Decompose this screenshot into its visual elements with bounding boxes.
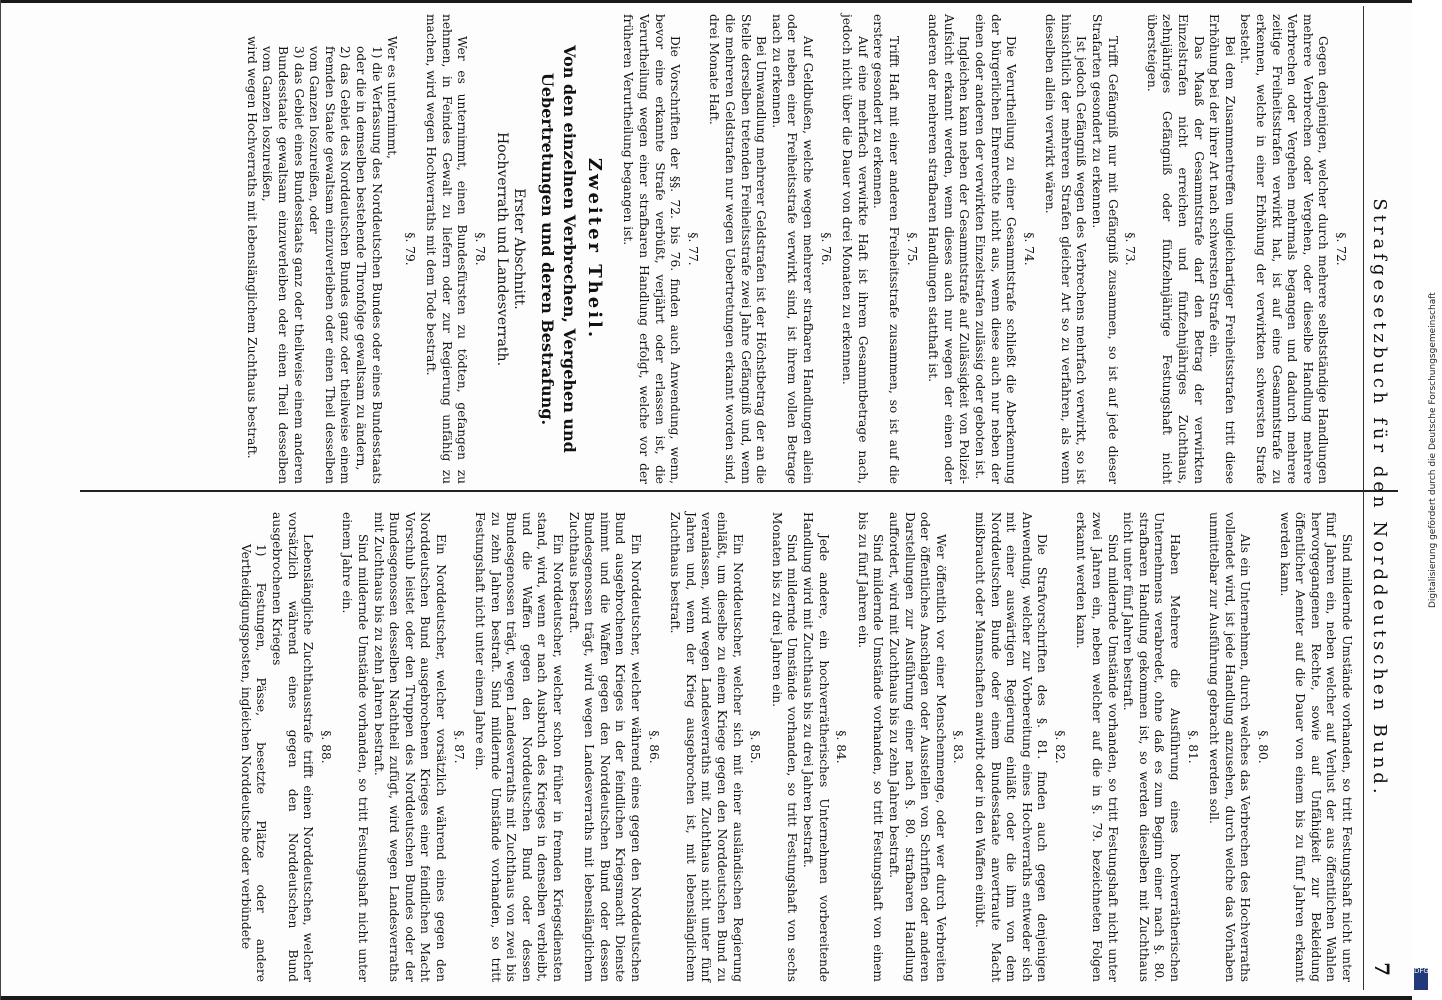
paragraph: Jede andere, ein hochverrätherisches Unternehmen vorbereitende Handlung wird mit Zuchthaus bis zu drei Jahren bestraft.: [801, 512, 831, 982]
section-heading: §. 76.: [818, 232, 833, 266]
paragraph: Trifft Haft mit einer anderen Freiheitsstrafe zusammen, so ist auf die erstere gesondert zu erkennen.: [871, 14, 901, 484]
paragraph: wird wegen Hochverraths mit lebenslänglichem Zuchthaus bestraft.: [244, 36, 259, 459]
section-heading: §. 77.: [685, 232, 700, 266]
paragraph: Gegen denjenigen, welcher durch mehrere selbstständige Handlungen mehrere Verbrechen oder Vergehen, oder dieselbe Handlung mehrere Verbrechen oder Vergehen mehrmals begangen und dadurch mehrere zeitige Freiheitsstrafen verwirkt hat, ist auf eine Gesammtstrafe zu erkennen, welche in einer Erhöhung der verwirkten schwersten Strafe besteht.: [1238, 14, 1331, 484]
paragraph: Wer es unternimmt, einen Bundesfürsten zu tödten, gefangen zu nehmen, in Feindes Gewalt zu liefern oder zur Regierung unfähig zu machen, wird wegen Hochverraths mit dem Tode bestraft.: [424, 14, 470, 484]
left-column: [54, 14, 1354, 484]
paragraph: Bei dem Zusammentreffen ungleichartiger Freiheitsstrafen tritt diese Erhöhung bei der ihrer Art nach schwersten Strafe ein.: [1207, 14, 1237, 484]
paragraph: Die Verurtheilung zu einer Gesammtstrafe schließt die Aberkennung der bürgerlichen Ehrenrechte nicht aus, wenn diese auch nur neben der einen oder anderen der verwirkten Einzelstrafen zulässig oder geboten ist.: [972, 14, 1019, 484]
section-heading: §. 75.: [904, 232, 919, 266]
section-heading: §. 88.: [318, 730, 333, 764]
digitization-margin: [1412, 0, 1438, 1000]
paragraph: Ein Norddeutscher, welcher während eines gegen den Norddeutschen Bund ausgebrochenen Krieges in der feindlichen Kriegsmacht Dienste nimmt und die Waffen gegen den Norddeutschen Bund oder dessen Bundesgenossen trägt, wird wegen Landesverraths mit lebenslänglichem Zuchthaus bestraft.: [566, 512, 644, 982]
paragraph: Das Maaß der Gesammtstrafe darf den Betrag der verwirkten Einzelstrafen nicht erreichen und fünfzehnjähriges Zuchthaus, zehnjähriges Gefängniß oder fünfzehnjährige Festungshaft nicht übersteigen.: [1144, 14, 1206, 484]
section-heading: §. 82.: [1052, 730, 1067, 764]
paragraph: Sind mildernde Umstände vorhanden, so tritt Festungshaft nicht unter fünf Jahren ein, neben welcher auf Verlust der aus öffentlichen Wahlen hervorgegangenen Rechte, sowie auf Unfähigkeit zur Bekleidung öffentlicher Aemter auf die Dauer von einem bis zu fünf Jahren erkannt werden kann.: [1277, 512, 1354, 982]
paragraph: Sind mildernde Umstände vorhanden, so tritt Festungshaft von einem bis zu fünf Jahren ein.: [855, 512, 886, 982]
paragraph: Wer es unternimmt,: [385, 36, 400, 160]
section-heading: §. 86.: [646, 730, 661, 764]
paragraph: Ein Norddeutscher, welcher schon früher in fremden Kriegsdiensten stand, wird, wenn er nach Ausbruch des Krieges in denselben verbleibt, und die Waffen gegen den Norddeutschen Bund oder dessen Bundesgenossen trägt, wegen Landesverraths mit Zuchthaus von zwei bis zu zehn Jahren bestraft. Sind mildernde Umstände vorhanden, so tritt Festungshaft nicht unter einem Jahre ein.: [473, 512, 566, 982]
paragraph: Die Vorschriften der §§. 72. bis 76. finden auch Anwendung, wenn, bevor eine erkannte Strafe verbüßt, verjährt oder erlassen ist, die Verurtheilung wegen einer strafbaren Handlung erfolgt, welche vor der früheren Verurtheilung begangen ist.: [621, 14, 683, 484]
paragraph: Die Strafvorschriften des §. 81. finden auch gegen denjenigen Anwendung, welcher zur Vorbereitung eines Hochverraths entweder sich mit einer auswärtigen Regierung einläßt oder die ihm von dem Norddeutschen Bunde oder einem Bundesstaate anvertraute Macht mißbraucht oder Mannschaften anwirbt oder in den Waffen einübt.: [972, 512, 1050, 982]
section-heading: §. 73.: [1123, 232, 1138, 266]
section-heading: §. 72.: [1334, 232, 1348, 266]
paragraph: Sind mildernde Umstände vorhanden, so tritt Festungshaft von sechs Monaten bis zu drei Jahren ein.: [769, 512, 800, 982]
scan-edge-top: [0, 0, 1412, 3]
paragraph: Auf Geldbußen, welche wegen mehrerer strafbaren Handlungen allein oder neben einer Freiheitsstrafe verwirkt sind, ist ihrem vollen Betrage nach zu erkennen.: [769, 14, 815, 484]
part-subtitle: Von den einzelnen Verbrechen, Vergehen und Uebertretungen und deren Bestrafung.: [538, 45, 580, 453]
paragraph: Sind mildernde Umstände vorhanden, so tritt Festungshaft nicht unter zwei Jahren ein, neben welcher auf die in §. 79. bezeichneten Folgen erkannt werden kann.: [1074, 512, 1120, 982]
paragraph: Haben Mehrere die Ausführung eines hochverrätherischen Unternehmens verabredet, ohne daß es zum Beginn einer nach §. 80. strafbaren Handlung gekommen ist, so werden dieselben mit Zuchthaus nicht unter fünf Jahren bestraft.: [1121, 512, 1183, 982]
section-heading: §. 81.: [1185, 730, 1200, 764]
digitization-credit: Digitalisierung gefördert durch die Deutsche Forschungsgemeinschaft: [1428, 292, 1438, 608]
list-item: 1) die Verfassung des Norddeutschen Bundes oder eines Bundesstaats oder die in demselben bestehende Thronfolge gewaltsam zu ändern,: [353, 46, 384, 484]
paragraph: Wer öffentlich vor einer Menschenmenge, oder wer durch Verbreiten oder öffentliches Anschlagen oder Ausstellen von Schriften oder anderen Darstellungen zur Ausführung einer nach §. 80. strafbaren Handlung auffordert, wird mit Zuchthaus bis zu zehn Jahren bestraft.: [886, 512, 948, 982]
paragraph: Ingleichen kann neben der Gesammtstrafe auf Zulässigkeit von Polizei-Aufsicht erkannt werden, wenn dieses auch nur wegen der einen oder anderen der mehreren strafbaren Handlungen statthaft ist.: [926, 14, 972, 484]
list-item: 3) das Gebiet eines Bundesstaats ganz oder theilweise einem anderen Bundesstaate gewaltsam einzuverleiben oder einen Theil desselben vom Ganzen loszureißen,: [260, 46, 306, 484]
right-column: [54, 512, 1354, 982]
paragraph: Auf eine mehrfach verwirkte Haft ist ihrem Gesammtbetrage nach, jedoch nicht über die Dauer von drei Monaten zu erkennen.: [840, 14, 870, 484]
section-heading: §. 87.: [451, 730, 466, 764]
paragraph: Sind mildernde Umstände vorhanden, so tritt Festungshaft nicht unter einem Jahre ein.: [340, 512, 370, 982]
page-number: 7: [1370, 962, 1394, 976]
paragraph: Ein Norddeutscher, welcher sich mit einer ausländischen Regierung einläßt, um dieselbe zu einem Kriege gegen den Norddeutschen Bund zu veranlassen, wird wegen Landesverraths mit Zuchthaus nicht unter fünf Jahren und, wenn der Krieg ausgebrochen ist, mit lebenslänglichem Zuchthaus bestraft.: [668, 512, 745, 982]
dfg-logo: DFG: [1414, 968, 1428, 990]
chapter-subtitle: Hochverrath und Landesverrath.: [493, 131, 510, 367]
paragraph: Als ein Unternehmen, durch welches das Verbrechen des Hochverraths vollendet wird, ist jede Handlung anzusehen, durch welche das Vorhaben unmittelbar zur Ausführung gebracht werden soll.: [1207, 512, 1253, 982]
section-heading: §. 79.: [402, 232, 417, 266]
running-title: Strafgesetzbuch für den Norddeutschen Bund.: [1369, 198, 1390, 798]
section-heading: §. 78.: [473, 232, 488, 266]
section-heading: §. 83.: [951, 730, 966, 764]
paragraph: Lebenslängliche Zuchthausstrafe trifft einen Norddeutschen, welcher vorsätzlich während eines gegen den Norddeutschen Bund ausgebrochenen Krieges: [270, 512, 316, 982]
paragraph: Trifft Gefängniß nur mit Gefängniß zusammen, so ist auf jede dieser Strafarten gesondert zu erkennen.: [1090, 14, 1120, 484]
list-item: 1) Festungen, Pässe, besetzte Plätze oder andere Vertheidigungsposten, ingleichen Norddeutsche oder verbündete: [238, 544, 269, 982]
section-heading: §. 74.: [1021, 232, 1036, 266]
paragraph: Ein Norddeutscher, welcher vorsätzlich während eines gegen den Norddeutschen Bund ausgebrochenen Krieges einer feindlichen Macht Vorschub leistet oder den Truppen des Norddeutschen Bundes oder der Bundesgenossen desselben Nachtheil zufügt, wird wegen Landesverraths mit Zuchthaus bis zu zehn Jahren bestraft.: [371, 512, 448, 982]
paragraph: Bei Umwandlung mehrerer Geldstrafen ist der Höchstbetrag der an die Stelle derselben tretenden Freiheitsstrafe zwei Jahre Gefängniß und, wenn die mehreren Geldstrafen nur wegen Uebertretungen erkannt worden sind, drei Monate Haft.: [707, 14, 769, 484]
list-item: 2) das Gebiet des Norddeutschen Bundes ganz oder theilweise einem fremden Staate gewaltsam einzuverleiben oder einen Theil desselben vom Ganzen loszureißen, oder: [307, 46, 353, 484]
chapter-heading: Erster Abschnitt.: [511, 188, 528, 310]
paragraph: Ist jedoch Gefängniß wegen des Verbrechens mehrfach verwirkt, so ist hinsichtlich der mehreren Strafen gleicher Art so zu verfahren, als wenn dieselben allein verwirkt wären.: [1043, 14, 1089, 484]
page-header: [1363, 6, 1404, 990]
section-heading: §. 84.: [834, 730, 849, 764]
part-title: Zweiter Theil.: [583, 157, 605, 341]
section-heading: §. 80.: [1256, 730, 1271, 764]
scan-edge-bottom: [0, 996, 1412, 1000]
scan-edge-left: [0, 0, 1, 1000]
rotated-page-content: [24, 6, 1404, 990]
section-heading: §. 85.: [748, 730, 763, 764]
